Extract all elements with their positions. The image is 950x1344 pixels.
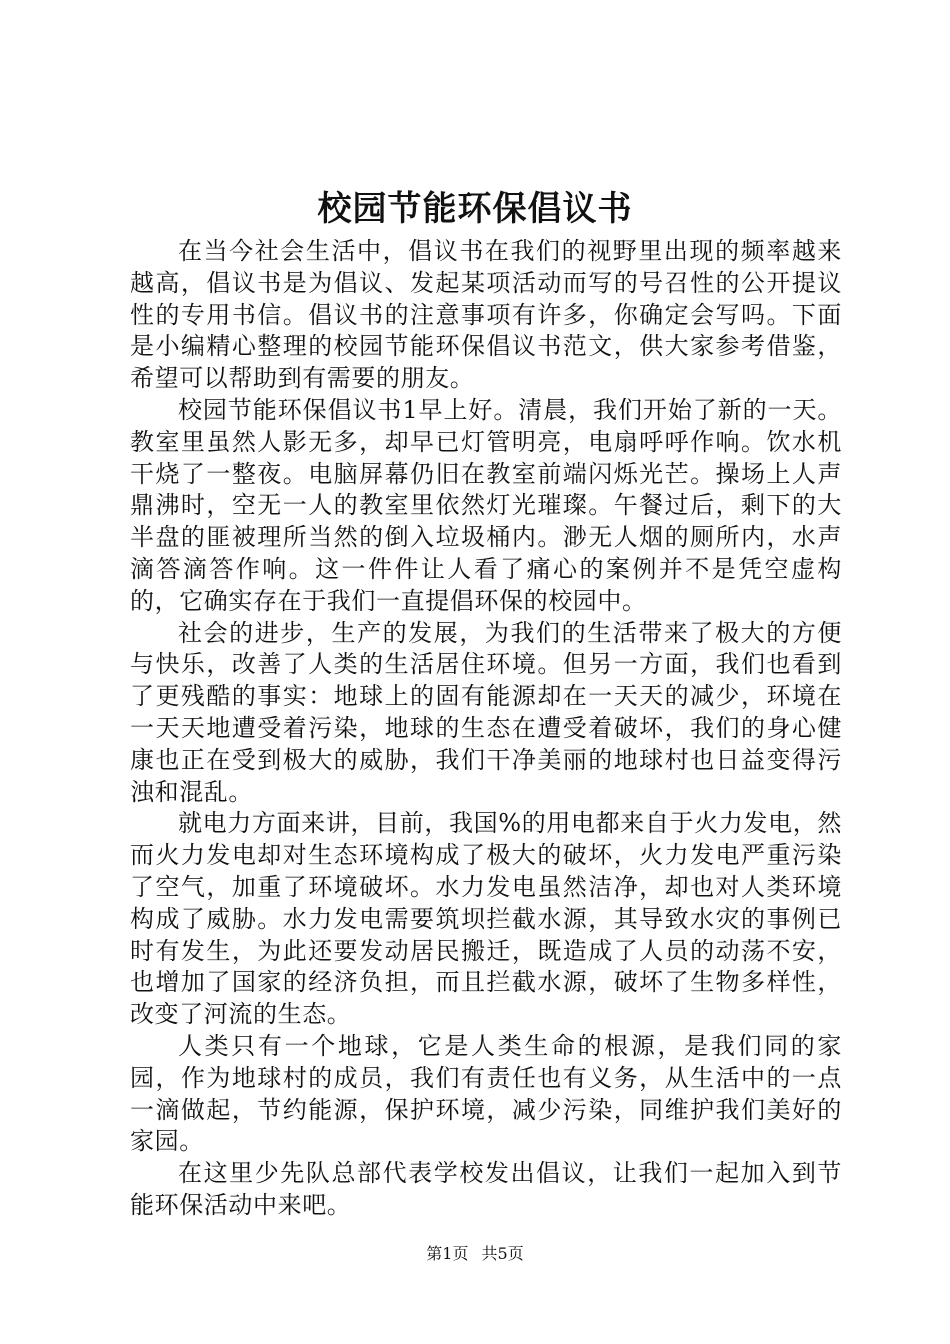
paragraph-morning-waste: 校园节能环保倡议书1早上好。清晨，我们开始了新的一天。教室里虽然人影无多，却早已灯管明亮，电扇呼呼作响。饮水机干烧了一整夜。电脑屏幕仍旧在教室前端闪烁光芒。操场上人声鼎沸时，空无一人的教室里依然灯光璀璨。午餐过后，剩下的大半盘的匪被理所当然的倒入垃圾桶内。渺无人烟的厕所内，水声滴答滴答作响。这一件件让人看了痛心的案例并不是凭空虚构的，它确实存在于我们一直提倡环保的校园中。 — [130, 395, 842, 615]
document-body — [130, 236, 842, 1222]
paragraph-one-earth: 人类只有一个地球，它是人类生命的根源，是我们同的家园，作为地球村的成员，我们有责任也有义务，从生活中的一点一滴做起，节约能源，保护环境，减少污染，同维护我们美好的家园。 — [130, 1031, 842, 1156]
paragraph-environment: 社会的进步，生产的发展，为我们的生活带来了极大的方便与快乐，改善了人类的生活居住环境。但另一方面，我们也看到了更残酷的事实：地球上的固有能源却在一天天的减少，环境在一天天地遭受着污染，地球的生态在遭受着破坏，我们的身心健康也正在受到极大的威胁，我们干净美丽的地球村也日益变得污浊和混乱。 — [130, 618, 842, 806]
page-footer — [0, 1242, 950, 1266]
paragraph-call-to-action: 在这里少先队总部代表学校发出倡议，让我们一起加入到节能环保活动中来吧。 — [130, 1159, 842, 1219]
paragraph-intro: 在当今社会生活中，倡议书在我们的视野里出现的频率越来越高，倡议书是为倡议、发起某项活动而写的号召性的公开提议性的专用书信。倡议书的注意事项有许多，你确定会写吗。下面是小编精心整理的校园节能环保倡议书范文，供大家参考借鉴，希望可以帮助到有需要的朋友。 — [130, 237, 842, 393]
paragraph-electricity: 就电力方面来讲，目前，我国%的用电都来自于火力发电，然而火力发电却对生态环境构成了极大的破坏，火力发电严重污染了空气，加重了环境破坏。水力发电虽然洁净，却也对人类环境构成了威胁。水力发电需要筑坝拦截水源，其导致水灾的事例已时有发生，为此还要发动居民搬迁，既造成了人员的动荡不安，也增加了国家的经济负担，而且拦截水源，破坏了生物多样性，改变了河流的生态。 — [130, 809, 842, 1029]
page-total: 共5页 — [481, 1244, 524, 1263]
page-number: 第1页 — [426, 1244, 469, 1263]
document-title: 校园节能环保倡议书 — [317, 189, 633, 229]
